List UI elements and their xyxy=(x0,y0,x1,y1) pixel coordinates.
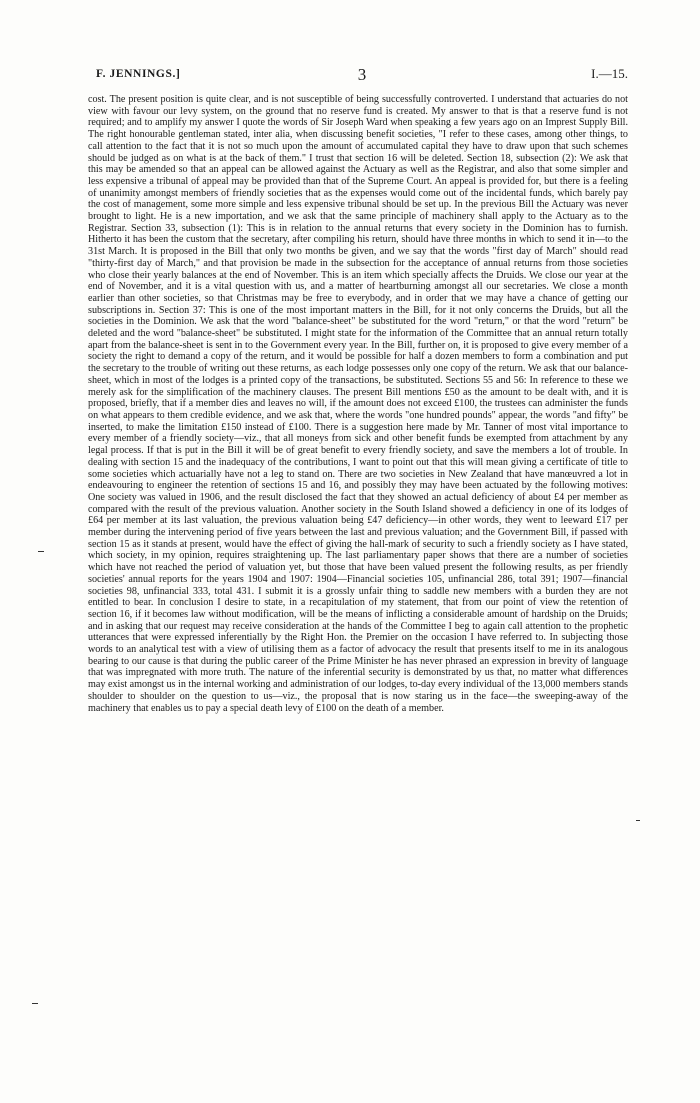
body-paragraph: cost. The present position is quite clear, and is not susceptible of being successfully controverted. I understand that actuaries do not view with favour our levy system, on the ground that no reserve fund is created. My answer to that is that a reserve fund is not required; and to amplify my answer I quote the words of Sir Joseph Ward when speaking a few years ago on an Imprest Supply Bill. The right honourable gentleman stated, inter alia, when discussing benefit societies, "I refer to these cases, among other things, to call attention to the fact that it is not so much upon the amount of accumulated capital they have to draw upon that such schemes should be judged as on what is at the back of them." I trust that section 16 will be deleted. Section 18, subsection (2): We ask that this may be amended so that an appeal can be allowed against the Actuary as well as the Registrar, and also that some simpler and less expensive a tribunal of appeal may be provided than that of the Supreme Court. An appeal is provided for, but there is a feeling of unanimity amongst members of friendly societies that as the expenses would come out of the incidental funds, which barely pay the cost of management, some more simple and less expensive tribunal should be set up. In the previous Bill the Actuary was never brought to light. He is a new importation, and we ask that the same principle of machinery shall apply to the Actuary as to the Registrar. Section 33, subsection (1): This is in relation to the annual returns that every society in the Dominion has to furnish. Hitherto it has been the custom that the secretary, after compiling his return, should have three months in which to send it in—to the 31st March. It is proposed in the Bill that only two months be given, and we say that the words "first day of March" should read "thirty-first day of March," and that provision be made in the subsection for the acceptance of annual returns from those societies who close their yearly balances at the end of November. This is an item which specially affects the Druids. We close our year at the end of November, and it is a vital question with us, and a matter of heartburning amongst all our secretaries. We close a month earlier than other societies, so that Christmas may be free to everybody, and in order that we may have a chance of getting our subscriptions in. Section 37: This is one of the most important matters in the Bill, for it not only concerns the Druids, but all the societies in the Dominion. We ask that the word "balance-sheet" be substituted for the word "return," or that the word "return" be deleted and the word "balance-sheet" be substituted. I might state for the information of the Committee that an annual return totally apart from the balance-sheet is sent in to the Government every year. In the Bill, further on, it is proposed to give every member of a society the right to demand a copy of the return, and it would be possible for half a dozen members to form a combination and put the secretary to the trouble of writing out these returns, as each lodge possesses only one copy of the return. We ask that our balance-sheet, which in most of the lodges is a printed copy of the transactions, be substituted. Sections 55 and 56: In reference to these we merely ask for the simplification of the machinery clauses. The present Bill mentions £50 as the amount to be dealt with, and it is proposed, briefly, that if a member dies and leaves no will, if the amount does not exceed £100, the trustees can administer the funds on what appears to them credible evidence, and we ask that, where the words "one hundred pounds" appear, the words "and fifty" be inserted, to make the limitation £150 instead of £100. There is a suggestion here made by Mr. Tanner of most vital importance to every member of a friendly society—viz., that all moneys from sick and other benefit funds be exempted from attachment by any legal process. If that is put in the Bill it will be of great benefit to every friendly society, and save the members a lot of trouble. In dealing with section 15 and the inadequacy of the contributions, I want to point out that this will mean giving a certificate of title to some societies which actuarially have not a leg to stand on. There are two societies in New Zealand that have manœuvred a lot in endeavouring to engineer the retention of sections 15 and 16, and possibly they may have been actuated by the following motives: One society was valued in 1906, and the result disclosed the fact that they showed an actual deficiency of about £4 per member as compared with the result of the previous valuation. Another society in the South Island showed a deficiency in one of its lodges of £64 per member at its last valuation, the previous valuation being £47 deficiency—in other words, they went to leeward £17 per member during the intervening period of five years between the last and previous valuation; and the Government Bill, if passed with section 15 as it stands at present, would have the effect of giving the hall-mark of security to such a friendly society as I have stated, which society, in my opinion, requires straightening up. The last parliamentary paper shows that there are a number of societies which have not reached the period of valuation yet, but those that have been valued present the following results, as per friendly societies' annual reports for the years 1904 and 1907: 1904—Financial societies 105, unfinancial 286, total 391; 1907—financial societies 98, unfinancial 333, total 431. I submit it is a grossly unfair thing to saddle new members with a burden they are not entitled to bear. In conclusion I desire to state, in a recapitulation of my statement, that from our point of view the retention of section 16, if it becomes law without modification, will be the means of inflicting a considerable amount of hardship on the Druids; and in asking that our request may receive consideration at the hands of the Committee I beg to again call attention to the prophetic utterances that were expressed inferentially by the Right Hon. the Premier on the occasion I have referred to. In subjecting those words to an analytical test with a view of utilising them as a factor of advocacy the result that presents itself to me in its analogous bearing to our cause is that during the public career of the Prime Minister he has never phrased an expression in brevity of language that was impregnated with more truth. The nature of the inferential security is demonstrated by us that, no matter what differences may exist amongst us in the internal working and administration of our lodges, to-day every individual of the 13,000 members stands shoulder to shoulder on the question to us—viz., the proposal that is now staring us in the face—the sweeping-away of the machinery that enables us to pay a special death levy of £100 on the death of a member. xyxy=(88,94,628,714)
header-author: F. JENNINGS.] xyxy=(96,68,181,80)
document-reference: I.—15. xyxy=(591,66,628,81)
page-number: 3 xyxy=(357,65,367,84)
page-header xyxy=(96,65,628,88)
margin-mark xyxy=(636,820,640,821)
margin-mark xyxy=(32,1003,38,1004)
margin-mark xyxy=(38,551,44,552)
